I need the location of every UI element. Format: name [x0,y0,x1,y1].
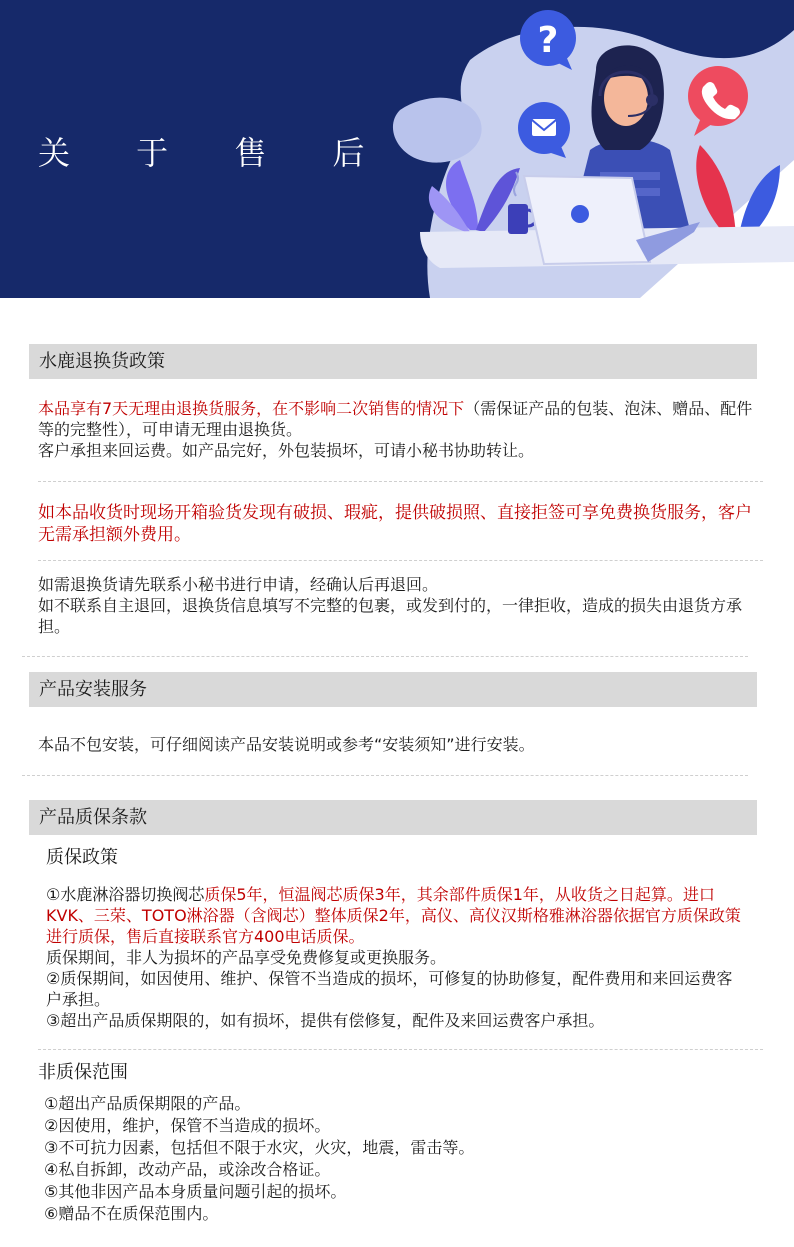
install-section-header: 产品安装服务 [29,672,757,707]
divider [38,1049,763,1050]
header-banner [0,0,794,298]
warranty-item1-prefix: ①水鹿淋浴器切换阀芯 [46,885,205,904]
list-item: ③不可抗力因素，包括但不限于水灾，火灾，地震，雷击等。 [44,1138,475,1157]
divider [38,481,763,482]
list-item-prefix: ⑥ [44,1204,59,1223]
returns-7day-highlight: 本品享有7天无理由退换货服务，在不影响二次销售的情况下 [38,399,465,418]
returns-paragraph-3 [38,574,760,637]
returns-damage-highlight: 如本品收货时现场开箱验货发现有破损、瑕疵，提供破损照、直接拒签可享免费换货服务，客户无需承担额外费用。 [38,503,752,545]
gift-exclusion-highlight: 赠品不在质保范围内。 [58,1204,219,1223]
warranty-item2: ②质保期间，如因使用、维护、保管不当造成的损坏，可修复的协助修复，配件费用和来回运费客户承担。 [46,969,733,1009]
list-item: ④私自拆卸，改动产品，或涂改合格证。 [44,1160,331,1179]
returns-section-header: 水鹿退换货政策 [29,344,757,379]
warranty-policy-title: 质保政策 [46,847,118,868]
list-item: ①超出产品质保期限的产品。 [44,1094,251,1113]
returns-paragraph-1 [38,398,760,461]
returns-shipping-note: 客户承担来回运费。如产品完好，外包装损坏，可请小秘书协助转让。 [38,441,535,460]
warranty-item3: ③超出产品质保期限的，如有损坏，提供有偿修复，配件及来回运费客户承担。 [46,1011,605,1030]
svg-text:?: ? [537,20,559,61]
list-item: ②因使用，维护，保管不当造成的损坏。 [44,1116,331,1135]
install-text: 本品不包安装，可仔细阅读产品安装说明或参考“安装须知”进行安装。 [38,735,535,754]
returns-paragraph-2 [38,502,760,546]
non-warranty-list [44,1093,744,1225]
page-title: 关 于 售 后 [38,134,393,172]
returns-refusal-note: 如不联系自主退回，退换货信息填写不完整的包裹，或发到付的，一律拒收，造成的损失由退货方承担。 [38,596,743,636]
warranty-policy-text [46,884,746,1031]
divider [22,775,748,776]
non-warranty-title: 非质保范围 [38,1062,128,1083]
returns-contact-note: 如需退换货请先联系小秘书进行申请，经确认后再退回。 [38,575,439,594]
list-item [44,1203,744,1225]
divider [22,656,748,657]
warranty-section-header: 产品质保条款 [29,800,757,835]
list-item: ⑤其他非因产品本身质量问题引起的损坏。 [44,1182,347,1201]
returns-7day-conditions: （需保证产品的包装、泡沫、赠品、配件等的完整性），可申请无理由退换货。 [38,399,753,439]
warranty-free-repair: 质保期间，非人为损坏的产品享受免费修复或更换服务。 [46,948,447,967]
warranty-item1-highlight: 质保5年，恒温阀芯质保3年，其余部件质保1年，从收货之日起算。进口KVK、三荣、TOTO淋浴器（含阀芯）整体质保2年，高仪、高仪汉斯格雅淋浴器依据官方质保政策进行质保，售后直接联系官方400电话质保。 [46,885,741,946]
divider [38,560,763,561]
